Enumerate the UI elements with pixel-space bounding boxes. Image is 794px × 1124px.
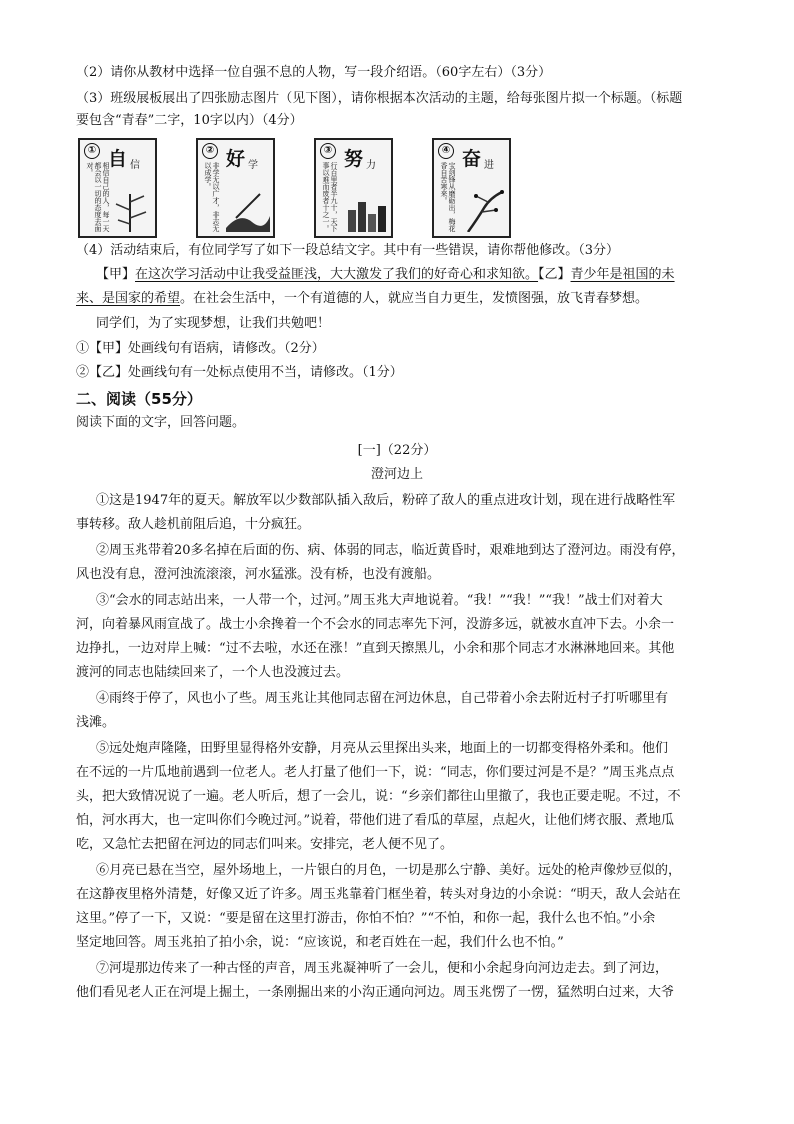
question-2: （2）请你从教材中选择一位自强不息的人物，写一段介绍语。（60字左右）（3分） xyxy=(76,65,552,80)
subquestion-2: ②【乙】处画线句有一处标点使用不当，请修改。（1分） xyxy=(76,365,403,380)
paragraph-7-line1: ⑦河堤那边传来了一种古怪的声音，周玉兆凝神听了一会儿，便和小余起身向河边走去。到了河边， xyxy=(96,961,669,976)
paragraph-6-line1: ⑥月亮已悬在当空，屋外场地上，一片银白的月色，一切是那么宁静、美好。远处的枪声像炒豆似的， xyxy=(96,863,682,878)
question-4: （4）活动结束后，有位同学写了如下一段总结文字。其中有一些错误，请你帮他修改。（3分） xyxy=(76,243,620,258)
card-subtitle-char: 学 xyxy=(248,160,258,171)
card-subtitle-char: 力 xyxy=(366,160,376,171)
underlined-sentence-jia: 在这次学习活动中让我受益匪浅，大大激发了我们的好奇心和求知欲。 xyxy=(135,267,539,282)
paragraph-1-line1: ①这是1947年的夏天。解放军以少数部队插入敌后，粉碎了敌人的重点进攻计划，现在进行战略性军 xyxy=(96,493,676,508)
card-title-char: 好 xyxy=(226,148,246,170)
card-number: ④ xyxy=(438,143,454,159)
bamboo-illustration xyxy=(108,188,152,232)
mark-jia: 【甲】 xyxy=(96,267,136,282)
card-number: ③ xyxy=(320,143,336,159)
paragraph-7-line2: 他们看见老人正在河堤上掘土，一条刚掘出来的小沟正通向河边。周玉兆愣了一愣，猛然明白过来，大爷 xyxy=(76,985,675,1000)
card-number: ② xyxy=(202,143,218,159)
motivational-images xyxy=(78,138,494,234)
image-card-3 xyxy=(314,138,393,238)
summary-rest: 。在社会生活中，一个有道德的人，就应当自力更生，发愤图强，放飞青春梦想。 xyxy=(180,291,649,306)
paragraph-3-line4: 渡河的同志也陆续回来了，一个人也没渡过去。 xyxy=(76,665,350,680)
paragraph-4-line1: ④雨终于停了，风也小了些。周玉兆让其他同志留在河边休息，自己带着小余去附近村子打听哪里有 xyxy=(96,691,669,706)
summary-line2 xyxy=(76,288,754,310)
card-text: 宝剑锋从磨砺出，梅花香自苦寒来。 xyxy=(440,162,456,232)
paragraph-5-line1: ⑤远处炮声隆隆，田野里显得格外安静，月亮从云里探出头来，地面上的一切都变得格外柔和。他们 xyxy=(96,741,669,756)
underlined-sentence-yi: 青少年是祖国的未 xyxy=(570,267,675,282)
plum-branch-illustration xyxy=(462,188,506,232)
question-3-line1: （3）班级展板展出了四张励志图片（见下图），请你根据本次活动的主题，给每张图片拟一个标题。（标题 xyxy=(76,91,683,106)
reading-instruction: 阅读下面的文字，回答问题。 xyxy=(76,415,246,430)
paragraph-5-line4: 怕，河水再大，也一定叫你们今晚过河。”说着，带他们进了看瓜的草屋，点起火，让他们烤衣服、煮地瓜 xyxy=(76,813,675,828)
card-title-char: 自 xyxy=(108,148,128,170)
part-label: [一]（22分） xyxy=(357,443,437,458)
question-3-line2: 要包含“青春”二字，10字以内）（4分） xyxy=(76,113,303,128)
summary-line1 xyxy=(96,264,754,286)
underlined-sentence-yi-cont: 来、是国家的希望 xyxy=(76,291,181,306)
paragraph-2-line1: ②周玉兆带着20多名掉在后面的伤、病、体弱的同志，临近黄昏时，艰难地到达了澄河边。雨没有停， xyxy=(96,543,685,558)
card-subtitle-char: 进 xyxy=(484,160,494,171)
image-card-2 xyxy=(196,138,275,238)
section-heading: 二、阅读（55分） xyxy=(76,390,202,408)
card-text: 行百里者半九十，天下事以难而废者十之一。 xyxy=(322,162,338,232)
paragraph-4-line2: 浅滩。 xyxy=(76,715,116,730)
paragraph-5-line3: 头，把大致情况说了一遍。老人听后，想了一会儿，说：“乡亲们都往山里撤了，我也正要走呢。不过，不 xyxy=(76,789,681,804)
paragraph-3-line3: 边挣扎，一边对岸上喊：“过不去啦，水还在涨！”直到天擦黑儿，小余和那个同志才水淋淋地回来。其他 xyxy=(76,641,675,656)
paragraph-6-line3: 这里。”停了一下，又说：“要是留在这里打游击，你怕不怕？”“不怕，和你一起，我什么也不怕。”小余 xyxy=(76,911,656,926)
landscape-illustration xyxy=(226,188,270,232)
paragraph-5-line5: 吃，又急忙去把留在河边的同志们叫来。安排完，老人便不见了。 xyxy=(76,837,454,852)
image-card-1 xyxy=(78,138,157,238)
card-text: 相信自己的人，每一天都会以一切的态度去面对。 xyxy=(86,162,110,232)
paragraph-5-line2: 在不远的一片瓜地前遇到一位老人。老人打量了他们一下，说：“同志，你们要过河是不是？”周玉兆点点 xyxy=(76,765,675,780)
paragraph-1-line2: 事转移。敌人趁机前阻后追，十分疯狂。 xyxy=(76,517,311,532)
paragraph-6-line4: 坚定地回答。周玉兆拍了拍小余，说：“应该说，和老百姓在一起，我们什么也不怕。” xyxy=(76,935,564,950)
paragraph-3-line1: ③“会水的同志站出来，一人带一个，过河。”周玉兆大声地说着。“我！”“我！”“我！”战士们对着大 xyxy=(96,593,663,608)
card-title-char: 努 xyxy=(344,148,364,170)
paragraph-3-line2: 河，向着暴风雨宣战了。战士小余搀着一个不会水的同志率先下河，没游多远，就被水直冲下去。小余一 xyxy=(76,617,675,632)
card-text: 非学无以广才，非志无以成学。 xyxy=(204,162,220,232)
article-title: 澄河边上 xyxy=(370,467,423,482)
city-illustration xyxy=(344,188,388,232)
paragraph-6-line2: 在这静夜里格外清楚，好像又近了许多。周玉兆靠着门框坐着，转头对身边的小余说：“明天，敌人会站在 xyxy=(76,887,681,902)
card-subtitle-char: 信 xyxy=(130,160,140,171)
card-title-char: 奋 xyxy=(462,148,482,170)
summary-line3: 同学们，为了实现梦想，让我们共勉吧！ xyxy=(96,316,331,331)
mark-yi: 【乙】 xyxy=(538,267,571,282)
card-number: ① xyxy=(84,143,100,159)
image-card-4 xyxy=(432,138,511,238)
paragraph-2-line2: 风也没有息，澄河浊流滚滚，河水猛涨。没有桥，也没有渡船。 xyxy=(76,567,441,582)
subquestion-1: ①【甲】处画线句有语病，请修改。（2分） xyxy=(76,341,325,356)
